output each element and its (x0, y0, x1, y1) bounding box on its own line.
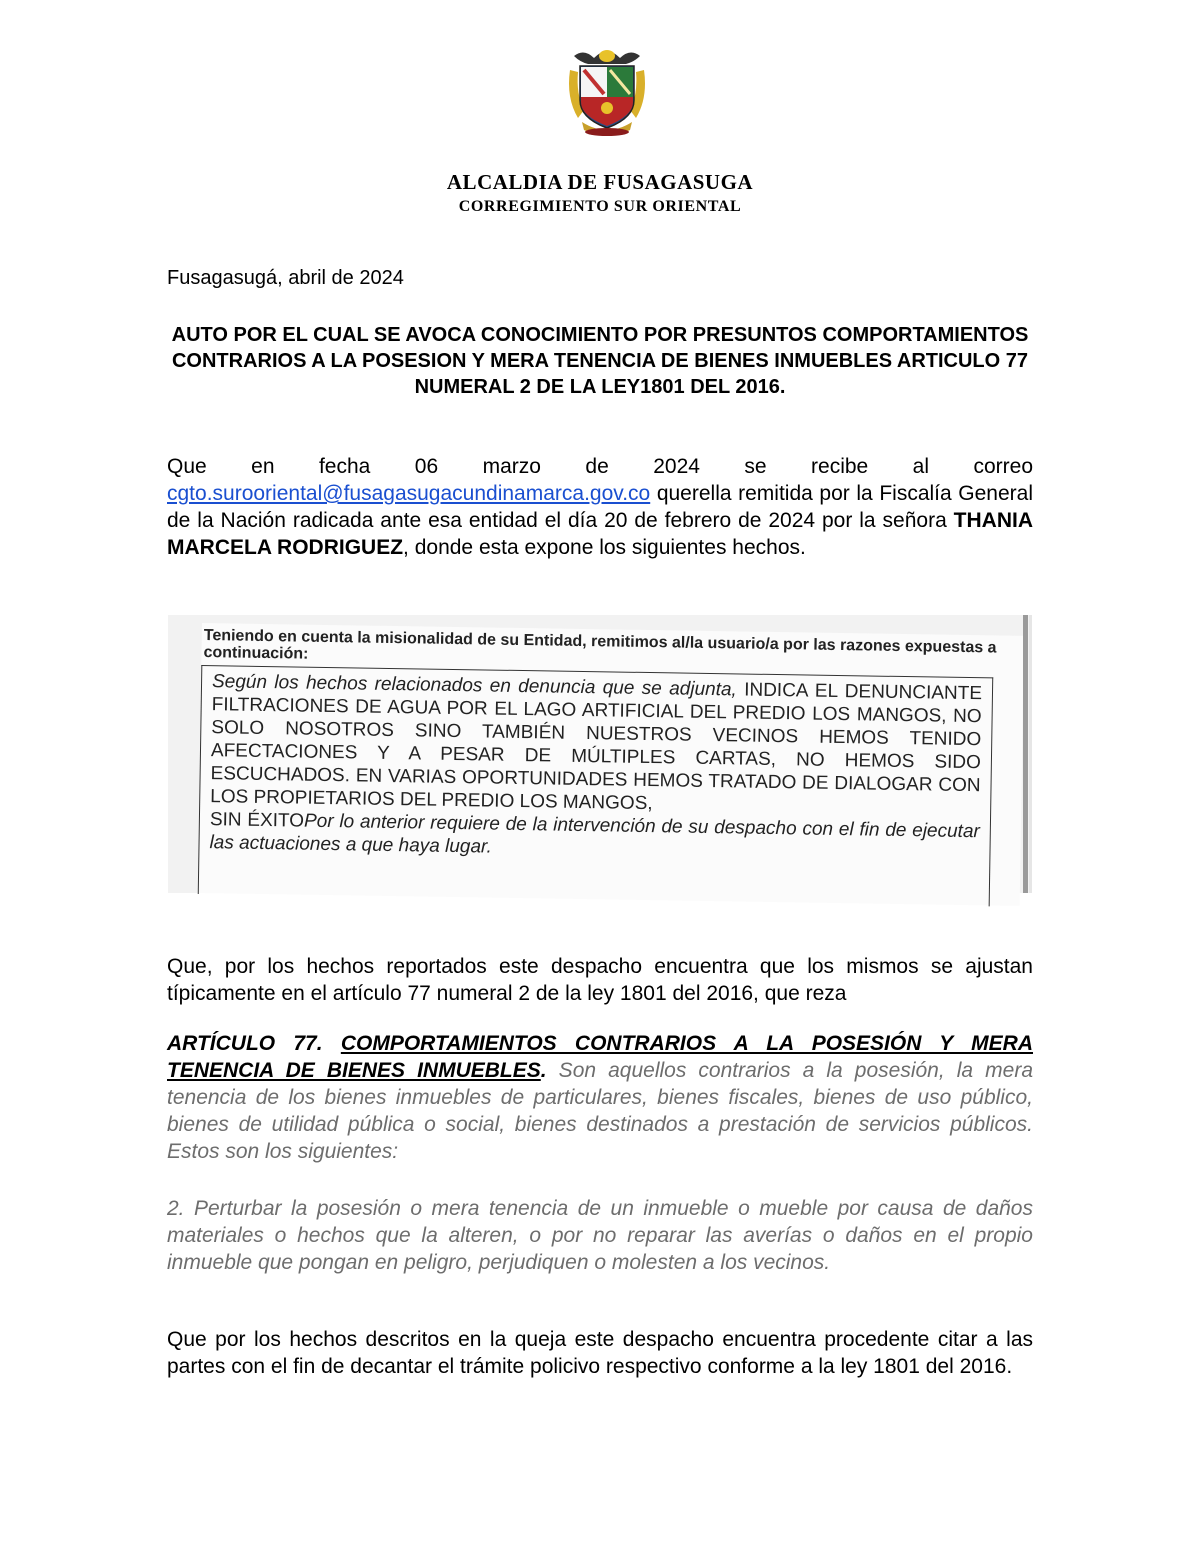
office-unit: CORREGIMIENTO SUR ORIENTAL (458, 198, 742, 215)
scanned-body-caps: INDICA EL DENUNCIANTE FILTRACIONES DE AGUA POR EL LAGO ARTIFICIAL DEL PREDIO LOS MANGOS, NO SOLO NOSOTROS SINO TAMBIÉN NUESTROS VECINOS HEMOS TENIDO AFECTACIONES Y A PESAR DE MÚLTIPLES CARTAS, NO HEMOS SIDO ESCUCHADOS. EN VARIAS OPORTUNIDADES HEMOS TRATADO DE DIALOGAR CON LOS PROPIETARIOS DEL PREDIO LOS MANGOS, (210, 679, 983, 815)
office-name: ALCALDIA DE FUSAGASUGA (446, 170, 754, 194)
article-label: ARTÍCULO 77. (167, 1032, 341, 1055)
paragraph-complaint-received (167, 453, 1033, 561)
scanned-body-end-caps: SIN ÉXITO (209, 809, 305, 832)
scan-edge-highlight (1029, 615, 1032, 893)
scanned-page (198, 623, 1024, 906)
scanned-heading: Teniendo en cuenta la misionalidad de su Entidad, remitimos al/la usuario/a por las razones expuestas a continuación: (203, 627, 997, 663)
paragraph-tail: , donde esta expone los siguientes hechos. (403, 536, 806, 559)
email-link[interactable]: cgto.surooriental@fusagasugacundinamarca.gov.co (167, 482, 651, 505)
document-date: Fusagasugá, abril de 2024 (167, 267, 404, 289)
article-title-end: . (540, 1059, 547, 1082)
paragraph-lead: Que en fecha 06 marzo de 2024 se recibe al correo (167, 455, 1033, 478)
scan-edge-shadow (1023, 615, 1028, 893)
scanned-body (209, 670, 982, 866)
article-77 (167, 1030, 1033, 1165)
scanned-body-end-italic: Por lo anterior requiere de la intervención de su despacho con el fin de ejecutar las actuaciones a que haya lugar. (209, 810, 980, 858)
article-text: Son aquellos contrarios a la posesión, la mera tenencia de los bienes inmuebles de particulares, bienes fiscales, bienes de uso público, bienes de utilidad pública o social, bienes destinados a prestación de servicios públicos. Estos son los siguientes: (167, 1059, 1034, 1163)
article-item-2: 2. Perturbar la posesión o mera tenencia de un inmueble o mueble por causa de daños materiales o hechos que la alteren, o por no reparar las averías o daños en el propio inmueble que pongan en peligro, perjudiquen o molesten a los vecinos. (167, 1197, 1033, 1274)
scanned-text-box (198, 665, 993, 906)
scanned-excerpt-image (168, 615, 1032, 893)
paragraph-middle: querella remitida por la Fiscalía General de la Nación radicada ante esa entidad el día 20 de febrero de 2024 por la señora (167, 482, 1033, 532)
paragraph-legal-basis: Que, por los hechos reportados este despacho encuentra que los mismos se ajustan típicamente en el artículo 77 numeral 2 de la ley 1801 del 2016, que reza (167, 955, 1033, 1005)
municipal-crest-logo (564, 48, 650, 138)
complainant-name: THANIA MARCELA RODRIGUEZ (167, 509, 1033, 559)
document-title: AUTO POR EL CUAL SE AVOCA CONOCIMIENTO POR PRESUNTOS COMPORTAMIENTOS CONTRARIOS A LA POSESION Y MERA TENENCIA DE BIENES INMUEBLES ARTICULO 77 NUMERAL 2 DE LA LEY1801 DEL 2016. (171, 324, 1029, 398)
article-title: COMPORTAMIENTOS CONTRARIOS A LA POSESIÓN Y MERA TENENCIA DE BIENES INMUEBLES (167, 1032, 1033, 1082)
scanned-body-italic: Según los hechos relacionados en denuncia que se adjunta, (211, 671, 737, 701)
paragraph-conclusion: Que por los hechos descritos en la queja este despacho encuentra procedente citar a las partes con el fin de decantar el trámite policivo respectivo conforme a la ley 1801 del 2016. (167, 1328, 1033, 1378)
